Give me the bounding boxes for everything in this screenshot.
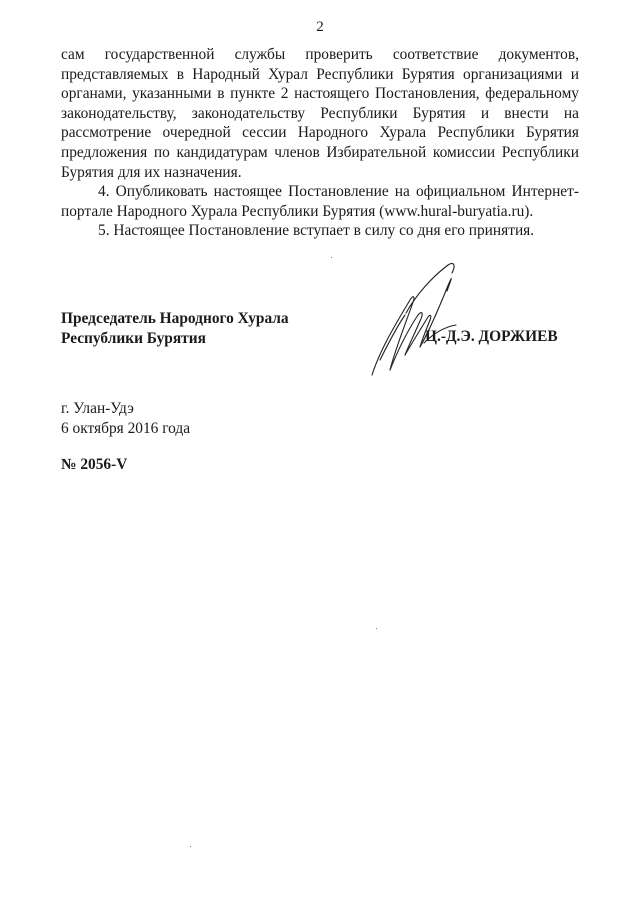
page-number: 2 [316, 19, 324, 35]
signer-name: Ц.-Д.Э. ДОРЖИЕВ [425, 328, 558, 345]
scan-speck [331, 257, 332, 258]
scan-speck [376, 628, 377, 629]
date: 6 октября 2016 года [61, 420, 191, 437]
place-date-block [61, 399, 190, 439]
paragraph-continuation: сам государственной службы проверить соответствие документов, представляемых в Народный Хурал Республики Бурятия организациями и органами, указанными в пункте 2 настоящего Постановления, федеральному законодательству, законодательству Республики Бурятия и внести на рассмотрение очередной сессии Народного Хурала Республики Бурятия предложения по кандидатурам членов Избирательной комиссии Республики Бурятия для их назначения. [61, 46, 579, 181]
paragraph-item-4: 4. Опубликовать настоящее Постановление на официальном Интернет-портале Народного Хурала Республики Бурятия (www.hural-buryatia.ru). [61, 183, 579, 220]
handwritten-signature [350, 255, 460, 395]
signer-position-line-1: Председатель Народного Хурала [61, 310, 289, 327]
signature-block [61, 309, 579, 349]
scan-speck [190, 846, 191, 847]
signer-position [61, 309, 321, 349]
body-text [61, 45, 579, 241]
paragraph-item-5: 5. Настоящее Постановление вступает в силу со дня его принятия. [98, 222, 535, 240]
document-number: № 2056-V [61, 456, 128, 473]
place: г. Улан-Удэ [61, 400, 134, 417]
signer-position-line-2: Республики Бурятия [61, 330, 206, 347]
